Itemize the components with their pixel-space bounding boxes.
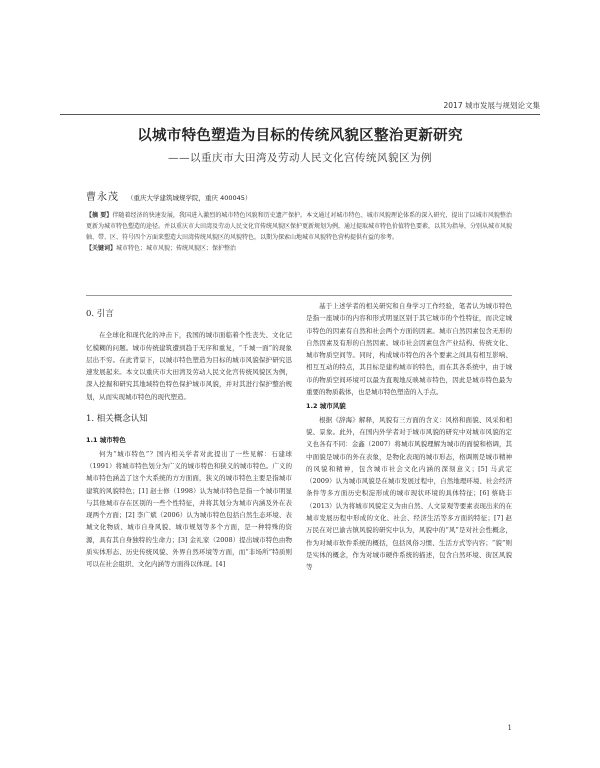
author-name: 曹永茂 (86, 192, 119, 203)
city-style-paragraph: 根据《辞海》解释，风貌有三方面的含义：风格和面貌、风采和相貌、景象。此外，在国内外学者对于城市风貌的研究中对城市风貌的定义也各有不同：金鑫（2007）将城市风貌理解为城市的面貌和格调，其中面貌是城市的外在表象，是物化表现的城市形态，格调则是城市精神的风貌和精神，包含城市社会文化内涵的深刻意义；[5] 马武定（2009）认为城市风貌是在城市发展过程中，自然地理环境、社会经济条件等多方面历史积淀形成的城市现状环境的具体特征；[6] 蔡晓丰（2013）认为将城市风貌定义为由自然、人文景观等要素表现出来的在城市发展历程中形成的文化、社会、经济生活等多方面的特征；[7] 赵万民在对巴渝古镇风貌的研究中认为，风貌中的“风”是对社会性概念，作为对城市软件系统的概括，包括风俗习惯、生活方式等内容；“貌”则是实体的概念，作为对城市硬件系统的描述，包含自然环境、街区风貌等 (306, 415, 512, 572)
running-head: 2017 城市发展与规划论文集 (60, 100, 540, 115)
intro-paragraph: 在全球化和现代化的冲击下，我国的城市面临着个性丧失、文化记忆模糊的问题。城市传统建筑遭到趋于无序和重复，“千城一面”的现象层出不穷。在此背景下，以城市特色塑造为目标的城市风貌保护研究迅速发展起来。本文以重庆市大田湾及劳动人民文化宫传统风貌区为例，深入挖掘和研究其地域特色特色保护城市风貌，并对其进行保护整治规划，从而实现城市特色的现代塑造。 (86, 331, 292, 401)
keywords-line (86, 243, 512, 254)
abstract-paragraph (86, 210, 512, 243)
keywords-text: 城市特色；城市风貌；传统风貌区；保护整治 (116, 245, 237, 252)
abstract-block (86, 210, 512, 254)
subsection-heading-city-style: 1.2 城市风貌 (306, 402, 346, 411)
page-number: 1 (507, 724, 512, 732)
left-column (86, 300, 292, 571)
city-character-paragraph: 何为“城市特色”？国内相关学者对此提出了一些见解：石建球（1991）将城市特色划分为广义的城市特色和狭义的城市特色。广义的城市特色涵盖了这个大系统的方方面面，狭义的城市特色主要是指城市建筑的风貌特色；[1] 赵士修（1998）认为城市特色是指一个城市明显与其他城市存在区别的一些个性特征，并将其划分为城市内涵及外在表现两个方面；[2] 李广斌（2006）认为城市特色包括自然生态环境、表城文化物质、城市自身风貌、城市规划等多个方面，是一种特殊的资源，具有其自身独特的生命力；[3] 金礼家（2008）提出城市特色由物质实体形态、历史传统风貌、外界自然环境等方面，而“非场所”特质则可以在社会组织、文化内涵等方面得以体现。[4] (86, 449, 292, 569)
abstract-divider (86, 295, 512, 296)
abstract-label: 【摘 要】 (86, 212, 113, 219)
author-affiliation: （重庆大学建筑城规学院，重庆 400045） (127, 194, 252, 202)
abstract-text: 伴随着经济的快速发展，我国进入激烈的城市特色风貌和历史遗产保护。本文通过对城市特色、城市风貌理论体系的深入研究，提出了以城市风貌整治更新为城市特色塑造的途径。并以重庆市大田湾及劳动人民文化宫传统风貌区保护更新规划为例，通过提取城市特色价值特色要素，以其为指导，分别从城市风貌轴、带、区、符号四个方面来塑造大田湾传统风貌区的风貌特色，以期为探索山地城市风貌特色营构提供有益的参考。 (86, 212, 513, 241)
subsection-heading-city-character: 1.1 城市特色 (86, 436, 126, 445)
paper-subtitle: ——以重庆市大田湾及劳动人民文化宫传统风貌区为例 (168, 152, 432, 164)
paper-title: 以城市特色塑造为目标的传统风貌区整治更新研究 (137, 128, 463, 144)
author-line (86, 188, 251, 203)
right-column (306, 300, 512, 574)
city-character-summary-paragraph: 基于上述学者的相关研究和自身学习工作经验，笔者认为城市特色是指一座城市的内容和形式明显区别于其它城市的个性特征，而决定城市特色的因素有自然和社会两个方面的因素。城市自然因素包含无形的自然因素及有形的自然因素。城市社会因素包含产业结构、传统文化、城市物质空间等。同时，构成城市特色的各个要素之间具有相互影响、相互互动的特点，其目标是建构城市的特色，而在其各系统中，由于城市的物质空间环境可以最为直观地反映城市特色，因此是城市特色最为重要的物质载体，也是城市特色塑造的入手点。 (306, 302, 512, 397)
section-heading-intro: 0. 引言 (86, 309, 114, 319)
keywords-label: 【关键词】 (86, 245, 117, 252)
section-heading-concepts: 1. 相关概念认知 (86, 414, 148, 425)
